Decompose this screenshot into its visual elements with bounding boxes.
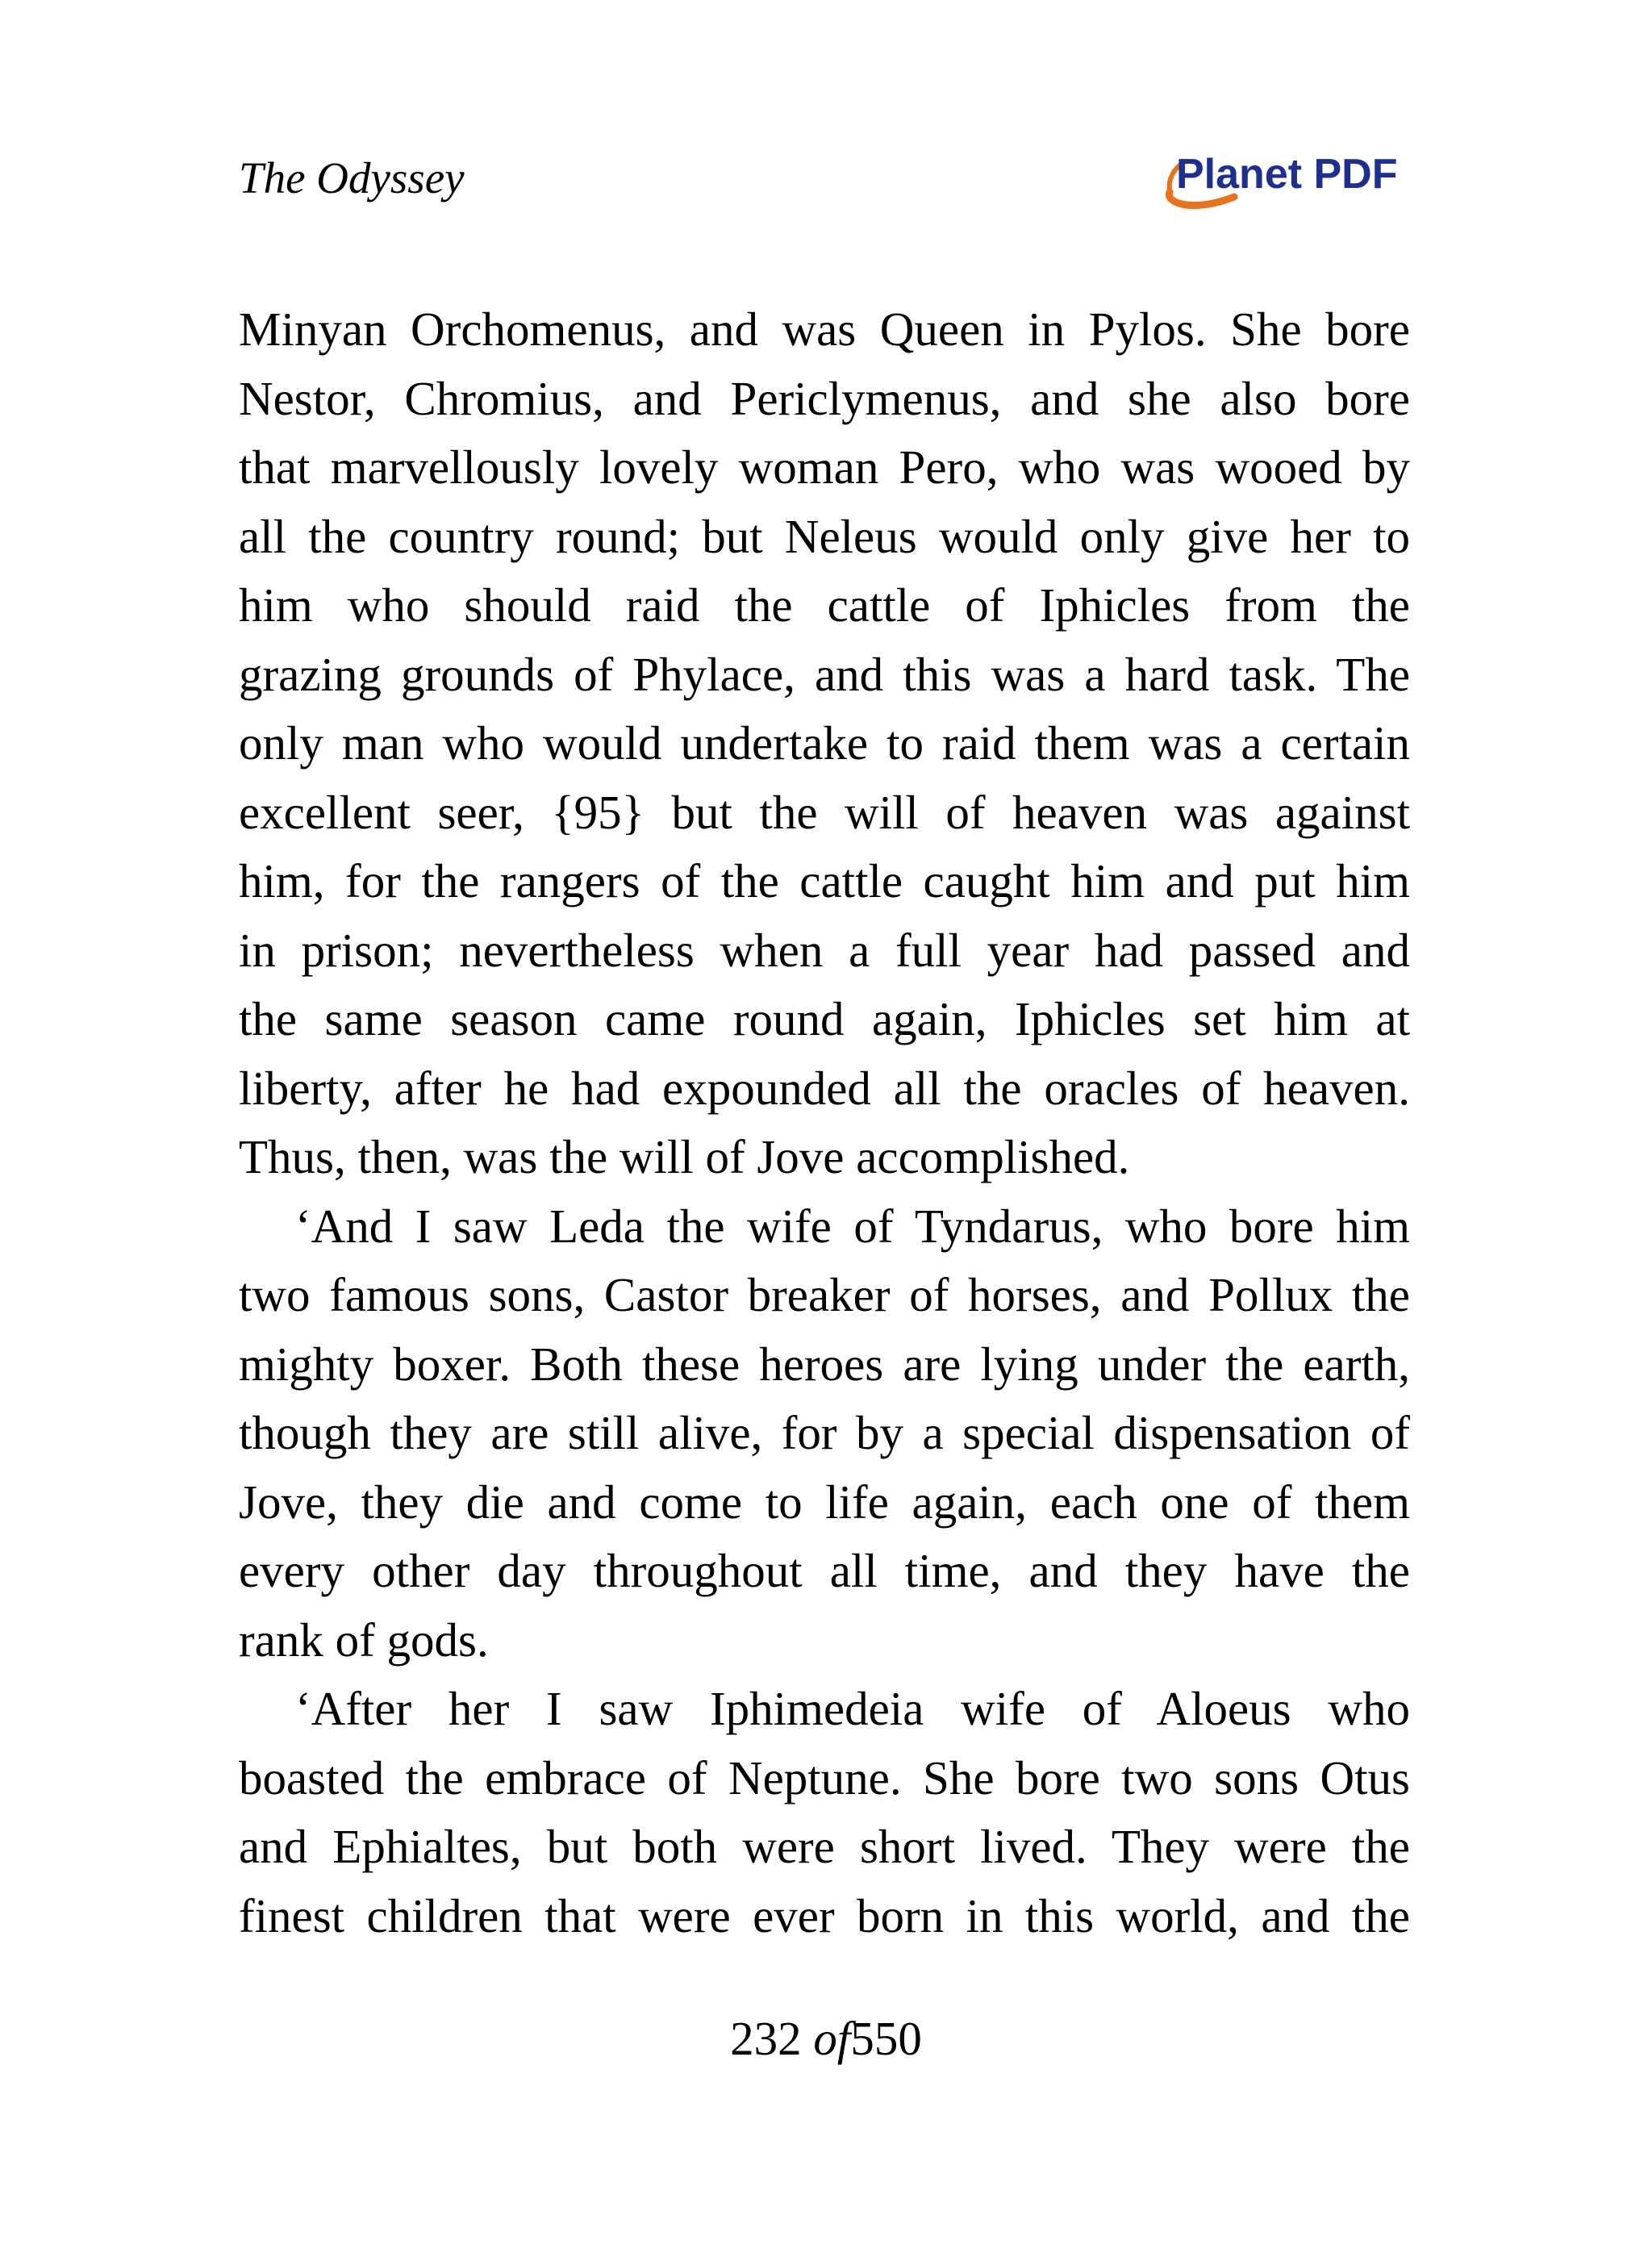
text-line: him who should raid the cattle of Iphicles from the (239, 578, 1410, 632)
text-line: him, for the rangers of the cattle caught him and put him (239, 854, 1410, 907)
text-line: only man who would undertake to raid them was a certain (239, 716, 1410, 770)
text-line: and Ephialtes, but both were short lived. They were the (239, 1820, 1410, 1873)
text-line: though they are still alive, for by a special dispensation of (239, 1406, 1410, 1459)
page-number (0, 2010, 1652, 2067)
text-line: Nestor, Chromius, and Periclymenus, and she also bore (239, 371, 1410, 425)
text-line: Thus, then, was the will of Jove accomplished. (239, 1130, 1130, 1183)
text-line: boasted the embrace of Neptune. She bore two sons Otus (239, 1750, 1410, 1804)
text-line: ‘And I saw Leda the wife of Tyndarus, who bore him (295, 1199, 1410, 1253)
text-line: all the country round; but Neleus would only give her to (239, 509, 1410, 563)
text-line: rank of gods. (239, 1613, 489, 1667)
text-line: Minyan Orchomenus, and was Queen in Pylos. She bore (239, 302, 1410, 356)
page-of: of (813, 2012, 851, 2065)
text-line: grazing grounds of Phylace, and this was a hard task. The (239, 647, 1410, 701)
text-line: mighty boxer. Both these heroes are lying under the earth, (239, 1337, 1410, 1391)
planet-pdf-logo (1162, 145, 1412, 213)
text-line: finest children that were ever born in this world, and the (239, 1888, 1410, 1942)
text-line: every other day throughout all time, and they have the (239, 1544, 1410, 1597)
text-line: the same season came round again, Iphicles set him at (239, 992, 1410, 1045)
logo-text: Planet PDF (1176, 151, 1398, 198)
text-line: that marvellously lovely woman Pero, who was wooed by (239, 440, 1410, 494)
running-title: The Odyssey (239, 153, 465, 202)
text-line: in prison; nevertheless when a full year had passed and (239, 923, 1410, 977)
text-line: two famous sons, Castor breaker of horses, and Pollux the (239, 1268, 1410, 1321)
text-line: Jove, they die and come to life again, each one of them (239, 1475, 1410, 1529)
text-line: liberty, after he had expounded all the oracles of heaven. (239, 1061, 1410, 1115)
text-line: ‘After her I saw Iphimedeia wife of Aloeus who (295, 1682, 1410, 1735)
page-total: 550 (850, 2012, 922, 2065)
body-text (239, 295, 1410, 1951)
page-current: 232 (730, 2012, 802, 2065)
text-line: excellent seer, {95} but the will of heaven was against (239, 785, 1410, 839)
